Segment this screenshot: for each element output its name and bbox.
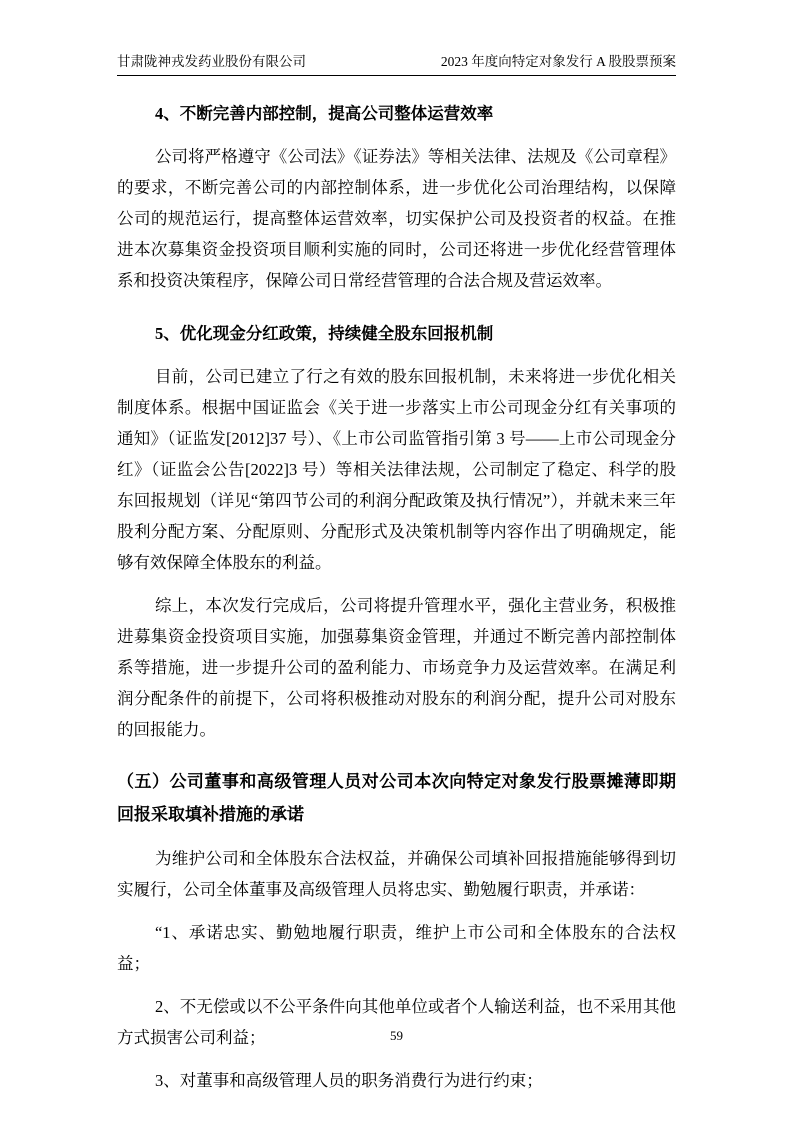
header-doc-title: 2023 年度向特定对象发行 A 股股票预案	[440, 54, 676, 69]
paragraph: 公司将严格遵守《公司法》《证券法》等相关法律、法规及《公司章程》的要求，不断完善公司的内部控制体系，进一步优化公司治理结构，以保障公司的规范运行，提高整体运营效率，切实保护公司及投资者的权益。在推进本次募集资金投资项目顺利实施的同时，公司还将进一步优化经营管理体系和投资决策程序，保障公司日常经营管理的合法合规及营运效率。	[117, 147, 676, 290]
paragraph: 为维护公司和全体股东合法权益，并确保公司填补回报措施能够得到切实履行，公司全体董事及高级管理人员将忠实、勤勉履行职责，并承诺：	[117, 849, 676, 899]
page-number: 59	[390, 1028, 403, 1043]
paragraph: “1、承诺忠实、勤勉地履行职责，维护上市公司和全体股东的合法权益；	[117, 923, 676, 973]
paragraph: 综上，本次发行完成后，公司将提升管理水平，强化主营业务，积极推进募集资金投资项目实施，加强募集资金管理，并通过不断完善内部控制体系等措施，进一步提升公司的盈利能力、市场竞争力及运营效率。在满足利润分配条件的前提下，公司将积极推动对股东的利润分配，提升公司对股东的回报能力。	[117, 596, 676, 739]
header-company-name: 甘肃陇神戎发药业股份有限公司	[117, 54, 306, 69]
page-footer	[0, 1028, 793, 1044]
paragraph: 3、对董事和高级管理人员的职务消费行为进行约束；	[154, 1071, 543, 1090]
page-header	[117, 53, 676, 76]
section-heading: （五）公司董事和高级管理人员对公司本次向特定对象发行股票摊薄即期回报采取填补措施的承诺	[117, 772, 676, 824]
paragraph: 目前，公司已建立了行之有效的股东回报机制，未来将进一步优化相关制度体系。根据中国证监会《关于进一步落实上市公司现金分红有关事项的通知》（证监发[2012]37 号）、《上市公司监管指引第 3 号——上市公司现金分红》（证监会公告[2022]3 号）等相关法律法规，公司制定了稳定、科学的股东回报规划（详见“第四节公司的利润分配政策及执行情况”），并就未来三年股利分配方案、分配原则、分配形式及决策机制等内容作出了明确规定，能够有效保障全体股东的利益。	[117, 367, 676, 572]
section-heading: 5、优化现金分红政策，持续健全股东回报机制	[154, 324, 494, 343]
document-body	[117, 98, 676, 1096]
paragraph: 2、不无偿或以不公平条件向其他单位或者个人输送利益，也不采用其他方式损害公司利益；	[117, 997, 676, 1047]
section-heading: 4、不断完善内部控制，提高公司整体运营效率	[154, 104, 494, 123]
